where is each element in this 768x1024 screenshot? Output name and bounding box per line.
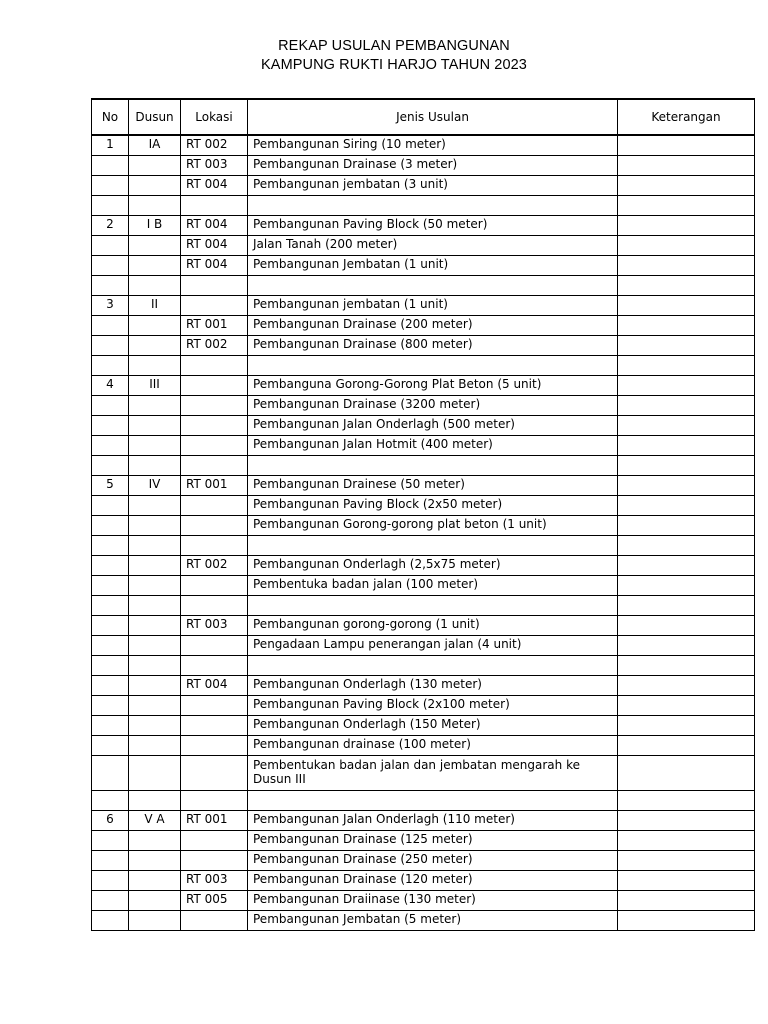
- cell-dusun: [129, 276, 181, 296]
- cell-dusun: [129, 176, 181, 196]
- cell-lokasi: [181, 296, 248, 316]
- cell-no: [92, 416, 129, 436]
- cell-lokasi: RT 003: [181, 156, 248, 176]
- cell-jenis-usulan: Pembangunan Drainase (200 meter): [248, 316, 618, 336]
- cell-keterangan: [618, 871, 755, 891]
- cell-keterangan: [618, 376, 755, 396]
- cell-no: 6: [92, 811, 129, 831]
- cell-lokasi: [181, 851, 248, 871]
- cell-lokasi: [181, 831, 248, 851]
- cell-dusun: [129, 716, 181, 736]
- cell-dusun: [129, 496, 181, 516]
- cell-jenis-usulan: Pembangunan Paving Block (2x100 meter): [248, 696, 618, 716]
- cell-lokasi: [181, 196, 248, 216]
- cell-no: [92, 696, 129, 716]
- cell-jenis-usulan: [248, 656, 618, 676]
- cell-lokasi: RT 004: [181, 176, 248, 196]
- table-row: [92, 656, 755, 676]
- table-row: [92, 396, 755, 416]
- cell-dusun: [129, 516, 181, 536]
- table-row: [92, 256, 755, 276]
- cell-jenis-usulan: Pembangunan Drainese (50 meter): [248, 476, 618, 496]
- cell-no: [92, 536, 129, 556]
- table-row: [92, 436, 755, 456]
- cell-keterangan: [618, 476, 755, 496]
- cell-jenis-usulan: Pembangunan Jembatan (5 meter): [248, 911, 618, 931]
- cell-no: [92, 356, 129, 376]
- cell-jenis-usulan: Pembangunan Gorong-gorong plat beton (1 unit): [248, 516, 618, 536]
- cell-dusun: [129, 256, 181, 276]
- cell-lokasi: [181, 696, 248, 716]
- cell-jenis-usulan: [248, 276, 618, 296]
- cell-jenis-usulan: [248, 456, 618, 476]
- cell-dusun: [129, 791, 181, 811]
- table-row: [92, 376, 755, 396]
- cell-jenis-usulan: Pembangunan Onderlagh (150 Meter): [248, 716, 618, 736]
- table-row: [92, 911, 755, 931]
- table-row: [92, 716, 755, 736]
- table-row: [92, 296, 755, 316]
- cell-jenis-usulan: Pembangunan Onderlagh (2,5x75 meter): [248, 556, 618, 576]
- cell-no: 5: [92, 476, 129, 496]
- cell-dusun: [129, 416, 181, 436]
- cell-keterangan: [618, 831, 755, 851]
- header-lokasi: Lokasi: [181, 99, 248, 135]
- table-row: [92, 891, 755, 911]
- cell-lokasi: [181, 596, 248, 616]
- cell-jenis-usulan: [248, 791, 618, 811]
- table-row: [92, 496, 755, 516]
- cell-no: [92, 256, 129, 276]
- cell-lokasi: [181, 456, 248, 476]
- cell-jenis-usulan: Pembangunan jembatan (3 unit): [248, 176, 618, 196]
- cell-dusun: I B: [129, 216, 181, 236]
- cell-no: [92, 576, 129, 596]
- cell-lokasi: [181, 376, 248, 396]
- cell-no: [92, 176, 129, 196]
- cell-jenis-usulan: Pembangunan Jalan Onderlagh (110 meter): [248, 811, 618, 831]
- cell-dusun: [129, 556, 181, 576]
- cell-keterangan: [618, 456, 755, 476]
- cell-jenis-usulan: Pembangunan Drainase (120 meter): [248, 871, 618, 891]
- cell-jenis-usulan: [248, 596, 618, 616]
- cell-dusun: [129, 831, 181, 851]
- cell-no: [92, 756, 129, 791]
- cell-jenis-usulan: Pembentuka badan jalan (100 meter): [248, 576, 618, 596]
- table-row: [92, 356, 755, 376]
- cell-dusun: [129, 396, 181, 416]
- title-line-2: KAMPUNG RUKTI HARJO TAHUN 2023: [261, 57, 527, 73]
- cell-lokasi: RT 004: [181, 236, 248, 256]
- cell-lokasi: [181, 576, 248, 596]
- cell-jenis-usulan: Pembangunan Paving Block (2x50 meter): [248, 496, 618, 516]
- header-jenis-usulan: Jenis Usulan: [248, 99, 618, 135]
- table-row: [92, 871, 755, 891]
- table-row: [92, 596, 755, 616]
- cell-lokasi: [181, 356, 248, 376]
- table-row: [92, 456, 755, 476]
- cell-dusun: [129, 456, 181, 476]
- cell-dusun: III: [129, 376, 181, 396]
- cell-keterangan: [618, 536, 755, 556]
- cell-lokasi: RT 002: [181, 336, 248, 356]
- cell-no: [92, 236, 129, 256]
- cell-keterangan: [618, 156, 755, 176]
- cell-jenis-usulan: [248, 196, 618, 216]
- cell-jenis-usulan: Pembangunan Jalan Hotmit (400 meter): [248, 436, 618, 456]
- cell-jenis-usulan: Pembangunan gorong-gorong (1 unit): [248, 616, 618, 636]
- cell-dusun: [129, 196, 181, 216]
- cell-dusun: [129, 596, 181, 616]
- table-header-row: [92, 99, 755, 135]
- cell-keterangan: [618, 891, 755, 911]
- cell-keterangan: [618, 436, 755, 456]
- header-dusun: Dusun: [129, 99, 181, 135]
- cell-dusun: [129, 636, 181, 656]
- cell-lokasi: [181, 756, 248, 791]
- cell-jenis-usulan: Pembentukan badan jalan dan jembatan mengarah ke Dusun III: [248, 756, 618, 791]
- cell-keterangan: [618, 556, 755, 576]
- cell-lokasi: RT 001: [181, 811, 248, 831]
- table-row: [92, 791, 755, 811]
- table-row: [92, 556, 755, 576]
- cell-lokasi: RT 005: [181, 891, 248, 911]
- cell-jenis-usulan: Pembangunan Drainase (250 meter): [248, 851, 618, 871]
- cell-jenis-usulan: Pembangunan Onderlagh (130 meter): [248, 676, 618, 696]
- table-row: [92, 316, 755, 336]
- cell-keterangan: [618, 356, 755, 376]
- table-row: [92, 811, 755, 831]
- cell-no: [92, 636, 129, 656]
- cell-keterangan: [618, 216, 755, 236]
- cell-no: 2: [92, 216, 129, 236]
- table-row: [92, 476, 755, 496]
- cell-jenis-usulan: Pembangunan Paving Block (50 meter): [248, 216, 618, 236]
- cell-dusun: [129, 736, 181, 756]
- cell-keterangan: [618, 756, 755, 791]
- cell-lokasi: RT 004: [181, 216, 248, 236]
- cell-lokasi: RT 001: [181, 316, 248, 336]
- cell-lokasi: [181, 416, 248, 436]
- cell-lokasi: [181, 516, 248, 536]
- table-row: [92, 156, 755, 176]
- cell-dusun: [129, 616, 181, 636]
- cell-keterangan: [618, 336, 755, 356]
- cell-keterangan: [618, 496, 755, 516]
- table-row: [92, 516, 755, 536]
- table-row: [92, 416, 755, 436]
- cell-no: [92, 516, 129, 536]
- table-row: [92, 831, 755, 851]
- cell-keterangan: [618, 236, 755, 256]
- cell-dusun: [129, 911, 181, 931]
- cell-dusun: [129, 871, 181, 891]
- cell-keterangan: [618, 616, 755, 636]
- cell-no: 1: [92, 135, 129, 156]
- cell-keterangan: [618, 516, 755, 536]
- cell-keterangan: [618, 911, 755, 931]
- cell-keterangan: [618, 196, 755, 216]
- cell-keterangan: [618, 135, 755, 156]
- cell-jenis-usulan: [248, 536, 618, 556]
- cell-dusun: [129, 891, 181, 911]
- cell-no: 3: [92, 296, 129, 316]
- cell-dusun: [129, 156, 181, 176]
- cell-keterangan: [618, 676, 755, 696]
- cell-jenis-usulan: [248, 356, 618, 376]
- cell-jenis-usulan: Pembangunan Siring (10 meter): [248, 135, 618, 156]
- cell-no: [92, 736, 129, 756]
- cell-no: [92, 156, 129, 176]
- cell-keterangan: [618, 396, 755, 416]
- cell-keterangan: [618, 656, 755, 676]
- cell-dusun: [129, 676, 181, 696]
- cell-no: [92, 196, 129, 216]
- cell-no: [92, 716, 129, 736]
- cell-lokasi: [181, 396, 248, 416]
- cell-dusun: [129, 356, 181, 376]
- cell-keterangan: [618, 596, 755, 616]
- cell-jenis-usulan: Pembangunan Jembatan (1 unit): [248, 256, 618, 276]
- table-row: [92, 196, 755, 216]
- cell-jenis-usulan: Pembanguna Gorong-Gorong Plat Beton (5 unit): [248, 376, 618, 396]
- cell-jenis-usulan: Pembangunan drainase (100 meter): [248, 736, 618, 756]
- cell-no: [92, 456, 129, 476]
- cell-lokasi: [181, 536, 248, 556]
- cell-no: [92, 316, 129, 336]
- cell-dusun: [129, 696, 181, 716]
- cell-keterangan: [618, 696, 755, 716]
- cell-lokasi: RT 003: [181, 871, 248, 891]
- table-row: [92, 176, 755, 196]
- cell-lokasi: [181, 496, 248, 516]
- cell-lokasi: [181, 716, 248, 736]
- cell-dusun: [129, 576, 181, 596]
- cell-dusun: V A: [129, 811, 181, 831]
- cell-dusun: IA: [129, 135, 181, 156]
- cell-keterangan: [618, 176, 755, 196]
- cell-no: [92, 911, 129, 931]
- cell-jenis-usulan: Jalan Tanah (200 meter): [248, 236, 618, 256]
- cell-keterangan: [618, 736, 755, 756]
- cell-lokasi: [181, 436, 248, 456]
- cell-no: [92, 616, 129, 636]
- cell-keterangan: [618, 716, 755, 736]
- cell-jenis-usulan: Pembangunan Drainase (800 meter): [248, 336, 618, 356]
- cell-keterangan: [618, 636, 755, 656]
- cell-dusun: [129, 536, 181, 556]
- rekap-table: [91, 98, 755, 931]
- cell-no: [92, 891, 129, 911]
- cell-keterangan: [618, 416, 755, 436]
- cell-no: [92, 336, 129, 356]
- cell-no: [92, 276, 129, 296]
- table-body: [92, 135, 755, 931]
- cell-jenis-usulan: Pembangunan Draiinase (130 meter): [248, 891, 618, 911]
- cell-lokasi: RT 004: [181, 676, 248, 696]
- cell-keterangan: [618, 811, 755, 831]
- table-row: [92, 756, 755, 791]
- cell-jenis-usulan: Pembangunan Jalan Onderlagh (500 meter): [248, 416, 618, 436]
- cell-no: [92, 656, 129, 676]
- table-row: [92, 696, 755, 716]
- cell-dusun: IV: [129, 476, 181, 496]
- cell-no: [92, 436, 129, 456]
- cell-dusun: [129, 656, 181, 676]
- table-row: [92, 616, 755, 636]
- cell-jenis-usulan: Pembangunan Drainase (3200 meter): [248, 396, 618, 416]
- cell-keterangan: [618, 276, 755, 296]
- cell-keterangan: [618, 316, 755, 336]
- cell-no: 4: [92, 376, 129, 396]
- cell-jenis-usulan: Pembangunan Drainase (3 meter): [248, 156, 618, 176]
- cell-lokasi: RT 003: [181, 616, 248, 636]
- cell-no: [92, 851, 129, 871]
- table-row: [92, 336, 755, 356]
- cell-no: [92, 396, 129, 416]
- cell-jenis-usulan: Pembangunan jembatan (1 unit): [248, 296, 618, 316]
- cell-keterangan: [618, 851, 755, 871]
- document-title: [0, 37, 768, 75]
- table-row: [92, 636, 755, 656]
- cell-keterangan: [618, 256, 755, 276]
- cell-no: [92, 496, 129, 516]
- cell-lokasi: [181, 636, 248, 656]
- cell-lokasi: [181, 791, 248, 811]
- cell-lokasi: RT 004: [181, 256, 248, 276]
- cell-lokasi: [181, 911, 248, 931]
- header-keterangan: Keterangan: [618, 99, 755, 135]
- cell-dusun: II: [129, 296, 181, 316]
- cell-jenis-usulan: Pembangunan Drainase (125 meter): [248, 831, 618, 851]
- cell-lokasi: RT 002: [181, 556, 248, 576]
- table-row: [92, 276, 755, 296]
- table-row: [92, 736, 755, 756]
- cell-dusun: [129, 336, 181, 356]
- table-row: [92, 576, 755, 596]
- table-row: [92, 676, 755, 696]
- cell-no: [92, 596, 129, 616]
- cell-jenis-usulan: Pengadaan Lampu penerangan jalan (4 unit): [248, 636, 618, 656]
- cell-lokasi: RT 001: [181, 476, 248, 496]
- table-row: [92, 236, 755, 256]
- cell-lokasi: [181, 276, 248, 296]
- cell-dusun: [129, 851, 181, 871]
- cell-keterangan: [618, 576, 755, 596]
- cell-lokasi: [181, 656, 248, 676]
- cell-no: [92, 676, 129, 696]
- cell-lokasi: RT 002: [181, 135, 248, 156]
- table-row: [92, 851, 755, 871]
- cell-dusun: [129, 316, 181, 336]
- table-row: [92, 536, 755, 556]
- title-line-1: REKAP USULAN PEMBANGUNAN: [278, 38, 510, 54]
- cell-dusun: [129, 756, 181, 791]
- table-row: [92, 216, 755, 236]
- cell-no: [92, 871, 129, 891]
- cell-no: [92, 831, 129, 851]
- table-row: [92, 135, 755, 156]
- cell-dusun: [129, 236, 181, 256]
- cell-keterangan: [618, 296, 755, 316]
- cell-no: [92, 556, 129, 576]
- cell-keterangan: [618, 791, 755, 811]
- cell-no: [92, 791, 129, 811]
- cell-lokasi: [181, 736, 248, 756]
- cell-dusun: [129, 436, 181, 456]
- header-no: No: [92, 99, 129, 135]
